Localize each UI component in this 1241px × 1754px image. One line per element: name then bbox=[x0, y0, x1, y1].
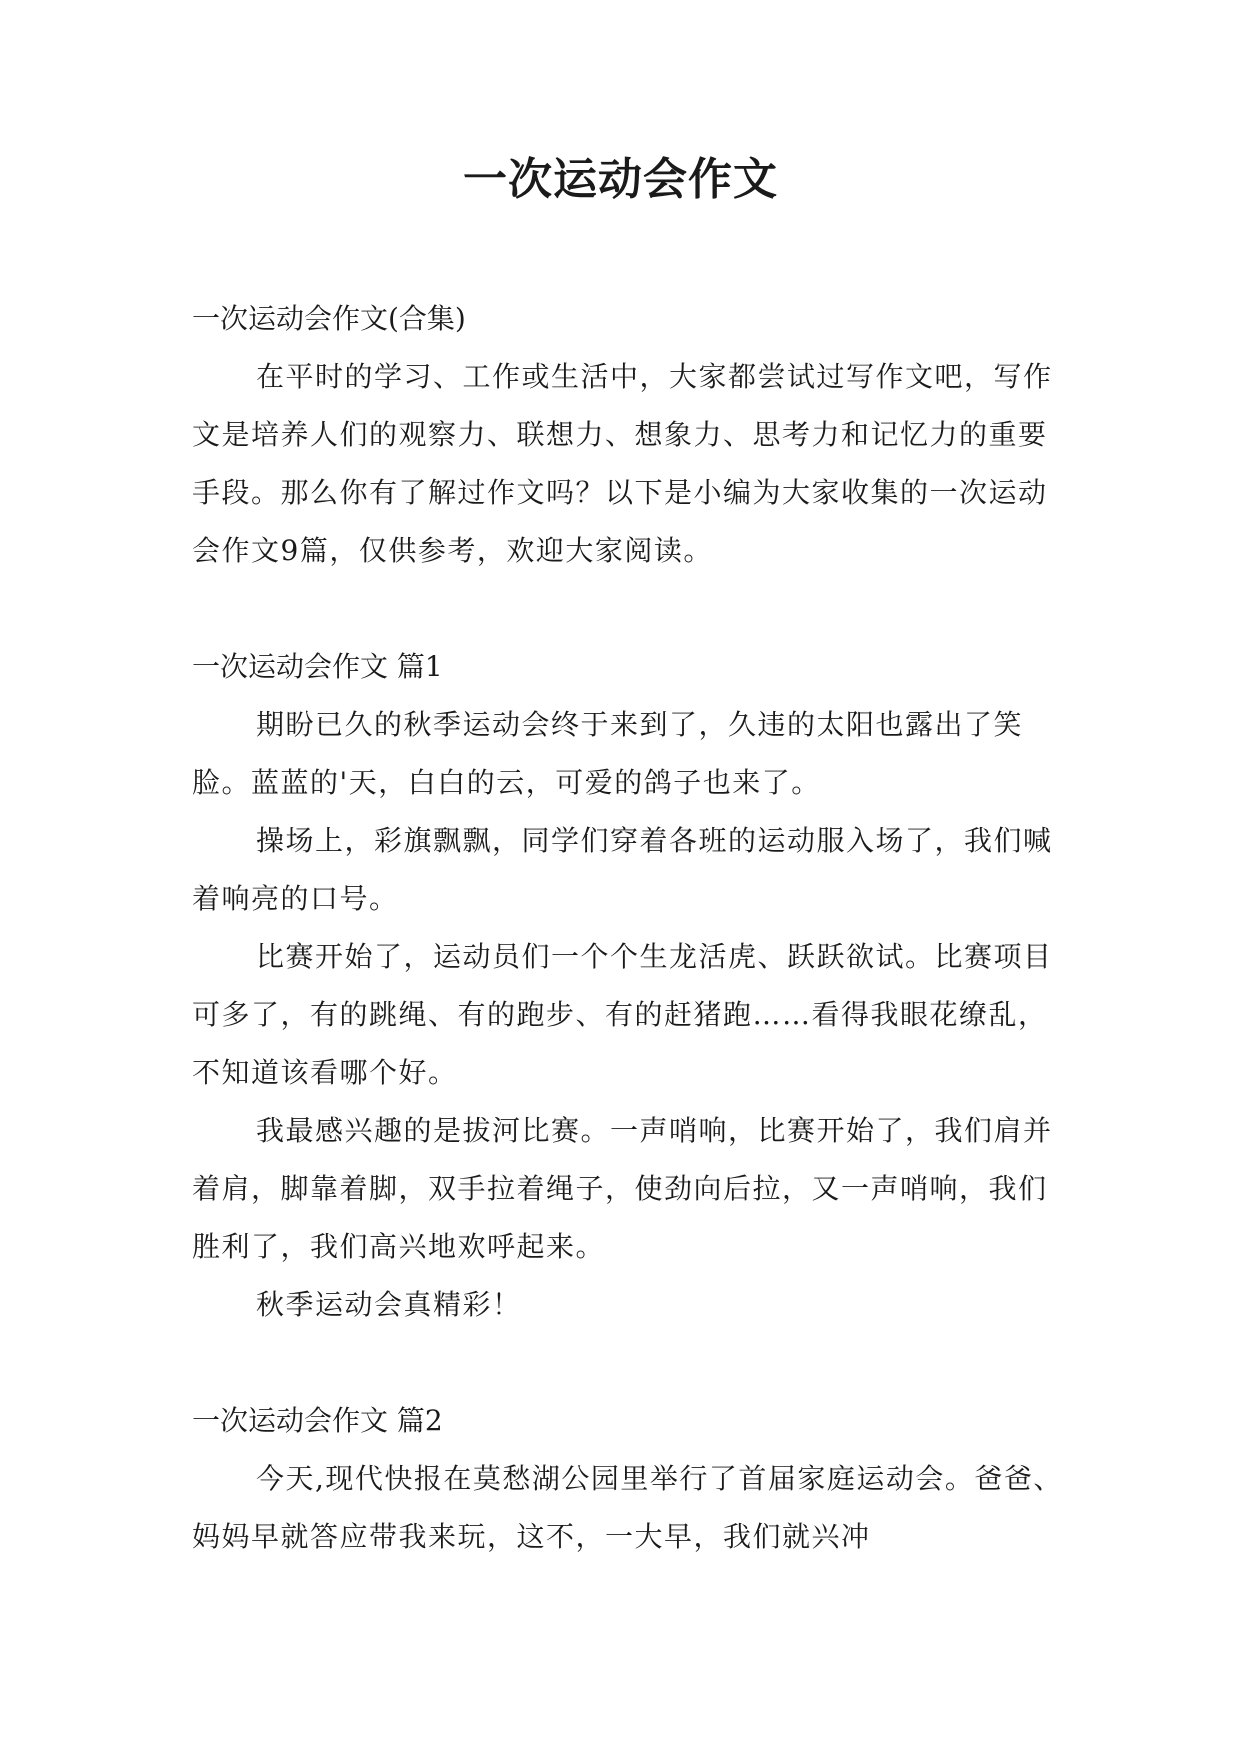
document-body bbox=[192, 290, 1072, 1566]
body-paragraph: 比赛开始了，运动员们一个个生龙活虎、跃跃欲试。比赛项目可多了，有的跳绳、有的跑步、有的赶猪跑……看得我眼花缭乱，不知道该看哪个好。 bbox=[192, 940, 1053, 1089]
section-1 bbox=[192, 638, 1072, 1334]
body-paragraph: 操场上，彩旗飘飘，同学们穿着各班的运动服入场了，我们喊着响亮的口号。 bbox=[192, 824, 1053, 915]
section-gap bbox=[192, 1334, 1072, 1392]
intro-paragraph: 在平时的学习、工作或生活中，大家都尝试过写作文吧，写作文是培养人们的观察力、联想力、想象力、思考力和记忆力的重要手段。那么你有了解过作文吗？以下是小编为大家收集的一次运动会作文9篇，仅供参考，欢迎大家阅读。 bbox=[192, 360, 1053, 567]
body-paragraph: 我最感兴趣的是拔河比赛。一声哨响，比赛开始了，我们肩并着肩，脚靠着脚，双手拉着绳子，使劲向后拉，又一声哨响，我们胜利了，我们高兴地欢呼起来。 bbox=[192, 1114, 1053, 1263]
document-title: 一次运动会作文 bbox=[463, 154, 778, 205]
section-heading: 一次运动会作文 篇1 bbox=[192, 650, 443, 683]
collection-subtitle: 一次运动会作文(合集) bbox=[192, 302, 466, 335]
body-paragraph: 今天,现代快报在莫愁湖公园里举行了首届家庭运动会。爸爸、妈妈早就答应带我来玩，这不，一大早，我们就兴冲 bbox=[192, 1462, 1063, 1553]
body-paragraph: 秋季运动会真精彩！ bbox=[256, 1288, 522, 1321]
section-gap bbox=[192, 580, 1072, 638]
section-heading: 一次运动会作文 篇2 bbox=[192, 1404, 443, 1437]
body-paragraph: 期盼已久的秋季运动会终于来到了，久违的太阳也露出了笑脸。蓝蓝的'天，白白的云，可爱的鸽子也来了。 bbox=[192, 708, 1024, 799]
section-2 bbox=[192, 1392, 1072, 1566]
